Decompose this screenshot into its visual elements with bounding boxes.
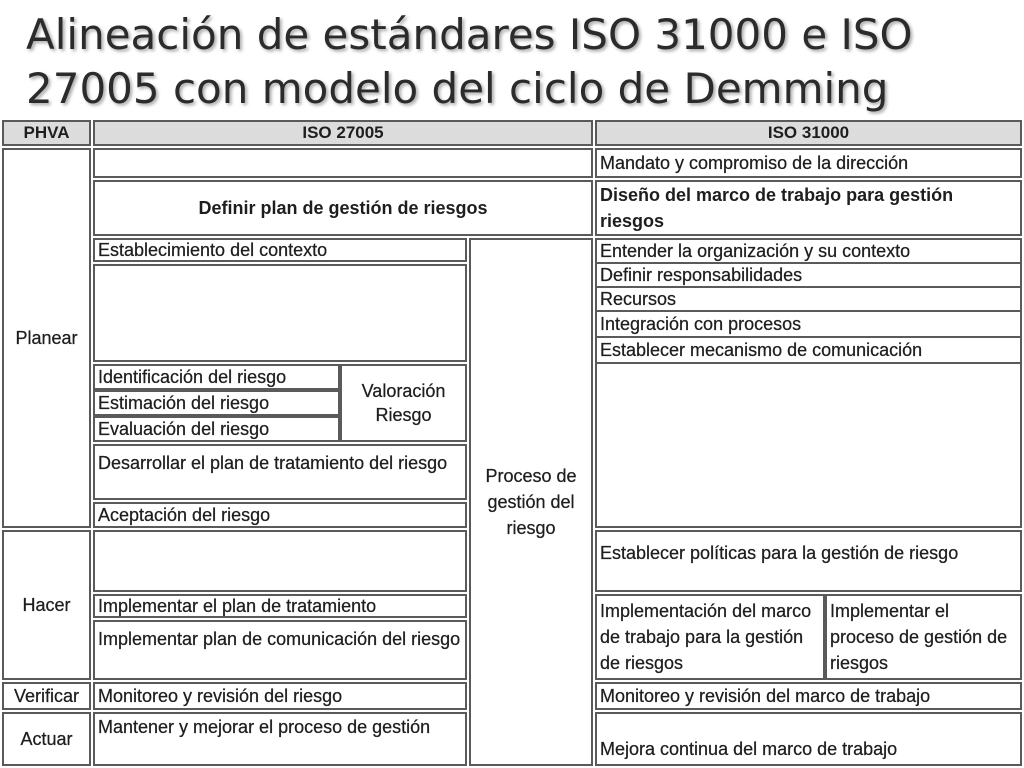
iso27005-estimacion: Estimación del riesgo xyxy=(93,390,340,416)
iso31000-implementacion-marco: Implementación del marco de trabajo para la gestión de riesgos xyxy=(595,594,825,680)
iso27005-establecimiento-contexto: Establecimiento del contexto xyxy=(93,238,467,262)
phase-planear: Planear xyxy=(2,148,91,528)
iso31000-responsabilidades: Definir responsabilidades xyxy=(595,262,1022,288)
iso27005-plan-tratamiento: Desarrollar el plan de tratamiento del riesgo xyxy=(93,444,467,500)
iso31000-politicas: Establecer políticas para la gestión de riesgo xyxy=(595,530,1022,592)
phase-actuar: Actuar xyxy=(2,712,91,766)
title-line-1: Alineación de estándares ISO 31000 e ISO xyxy=(26,10,913,59)
iso27005-proceso-gestion: Proceso de gestión del riesgo xyxy=(469,238,593,766)
iso27005-definir-plan: Definir plan de gestión de riesgos xyxy=(93,180,593,236)
iso31000-recursos: Recursos xyxy=(595,286,1022,312)
iso27005-evaluacion: Evaluación del riesgo xyxy=(93,416,340,442)
phase-verificar: Verificar xyxy=(2,682,91,710)
iso31000-mejora: Mejora continua del marco de trabajo xyxy=(595,712,1022,766)
title-line-2: 27005 con modelo del ciclo de Demming xyxy=(26,64,889,113)
iso27005-valoracion: Valoración Riesgo xyxy=(340,364,467,442)
iso27005-empty-top xyxy=(93,148,593,178)
iso31000-monitoreo-marco: Monitoreo y revisión del marco de trabajo xyxy=(595,682,1022,710)
iso27005-empty-hacer xyxy=(93,530,467,592)
iso31000-comunicacion: Establecer mecanismo de comunicación xyxy=(595,336,1022,364)
iso27005-implementar-comunicacion: Implementar plan de comunicación del riesgo xyxy=(93,620,467,680)
iso27005-monitoreo: Monitoreo y revisión del riesgo xyxy=(93,682,467,710)
iso31000-implementar-proceso: Implementar el proceso de gestión de riesgos xyxy=(825,594,1022,680)
header-iso31000: ISO 31000 xyxy=(595,120,1022,146)
header-phva: PHVA xyxy=(2,120,91,146)
iso31000-mandato: Mandato y compromiso de la dirección xyxy=(595,148,1022,178)
iso27005-mantener: Mantener y mejorar el proceso de gestión xyxy=(93,712,467,766)
iso31000-integracion: Integración con procesos xyxy=(595,310,1022,338)
header-iso27005: ISO 27005 xyxy=(93,120,593,146)
iso31000-empty-planear xyxy=(595,362,1022,528)
iso27005-implementar-tratamiento: Implementar el plan de tratamiento xyxy=(93,594,467,618)
iso27005-identificacion: Identificación del riesgo xyxy=(93,364,340,390)
iso27005-empty-context xyxy=(93,264,467,362)
phase-hacer: Hacer xyxy=(2,530,91,680)
iso27005-aceptacion: Aceptación del riesgo xyxy=(93,502,467,528)
iso31000-diseno: Diseño del marco de trabajo para gestión riesgos xyxy=(595,180,1022,236)
iso31000-entender: Entender la organización y su contexto xyxy=(595,238,1022,264)
